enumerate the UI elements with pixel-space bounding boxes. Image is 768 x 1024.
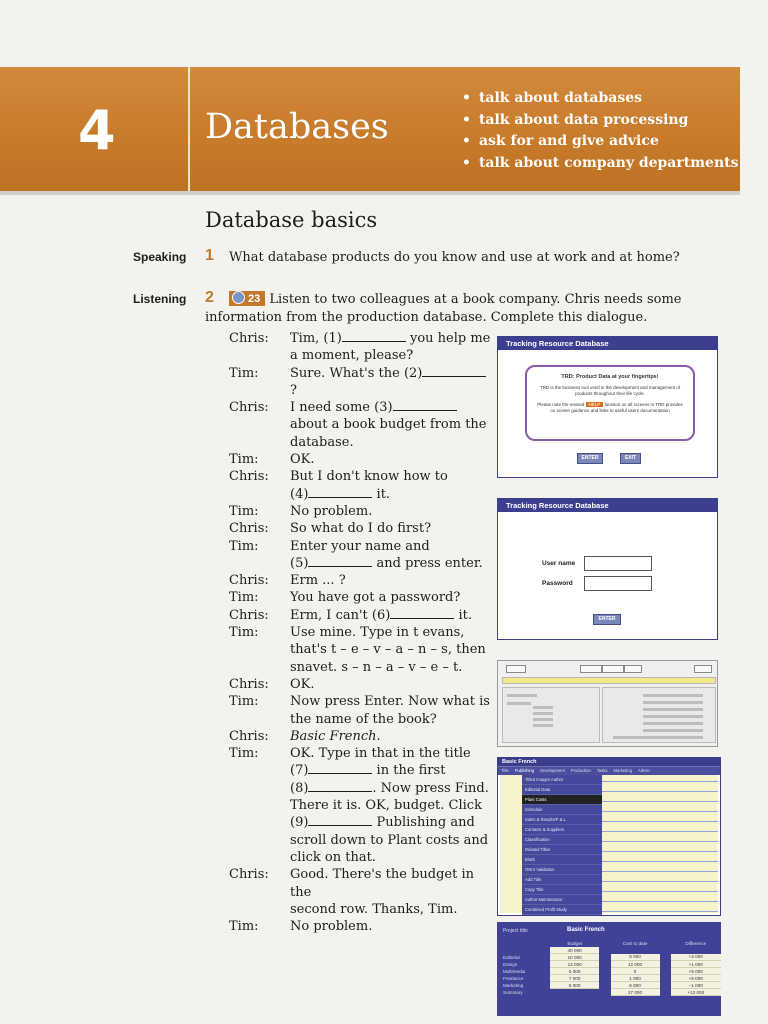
objective-item: • ask for and give advice xyxy=(462,131,738,153)
budget-cell: 13 000 xyxy=(550,961,600,968)
dialogue-line xyxy=(229,745,491,762)
dialogue-line xyxy=(229,918,491,935)
budget-row xyxy=(501,968,721,975)
gap xyxy=(660,939,671,947)
dialogue-line xyxy=(229,451,491,468)
objective-item: • talk about company departments xyxy=(462,153,738,175)
gap xyxy=(660,954,671,961)
dialogue-line xyxy=(229,434,491,451)
menu-item[interactable]: Sales & Results/P & L xyxy=(522,815,602,825)
text-segment: Publishing and xyxy=(372,815,475,831)
header-underline xyxy=(0,191,740,195)
dialogue-line xyxy=(229,676,491,693)
text-segment: No problem. xyxy=(290,919,373,935)
line-text xyxy=(290,330,491,347)
speaker: Tim: xyxy=(229,590,259,606)
toolbar-button[interactable] xyxy=(580,665,602,673)
line-text xyxy=(290,918,491,935)
text-segment: Basic French. xyxy=(290,728,381,744)
menu-tab[interactable]: Tasks xyxy=(596,768,608,773)
text-segment: (7) xyxy=(290,763,309,779)
text-segment: You have got a password? xyxy=(290,590,461,606)
speaker: Tim: xyxy=(229,625,259,641)
speaker: Tim: xyxy=(229,694,259,710)
line-text xyxy=(290,659,491,676)
search-form-screen xyxy=(497,660,718,747)
line-text xyxy=(290,711,491,728)
speaker: Tim: xyxy=(229,919,259,935)
budget-table xyxy=(501,939,721,996)
text-segment: it. xyxy=(454,607,472,623)
dialogue-line xyxy=(229,347,491,364)
objective-item: • talk about data processing xyxy=(462,110,738,132)
card-title: TRD: Product Data at your fingertips! xyxy=(561,374,659,380)
gap xyxy=(599,954,610,961)
line-text xyxy=(290,538,491,555)
text-segment: (9) xyxy=(290,815,309,831)
track-number: 23 xyxy=(248,293,261,305)
cost-cell: 8 000 xyxy=(611,954,660,961)
menu-item[interactable]: Plant Costs xyxy=(522,795,602,805)
text-segment: and press enter. xyxy=(372,555,483,571)
speaker xyxy=(229,797,290,814)
row-label: Design xyxy=(503,961,518,967)
dialogue-line xyxy=(229,520,491,537)
text-segment: So what do I do first? xyxy=(290,521,432,537)
menu-item[interactable]: Related Titles xyxy=(522,845,602,855)
speaker: Chris: xyxy=(229,607,269,623)
text-segment: Sure. What's the (2) xyxy=(290,365,423,381)
project-title-label: Project title xyxy=(503,928,528,934)
text-segment: Erm, I can't (6) xyxy=(290,607,391,623)
line-text xyxy=(290,416,491,433)
card-note xyxy=(535,402,685,414)
listening-number: 2 xyxy=(205,289,214,306)
text-segment: Now press Enter. Now what is xyxy=(290,694,490,710)
project-title: Basic French xyxy=(567,927,605,933)
line-text xyxy=(290,555,491,572)
cost-cell: 6 000 xyxy=(611,982,660,989)
toolbar-button[interactable] xyxy=(602,665,624,673)
text-segment: . Now press Find. xyxy=(372,780,489,796)
menu-item[interactable]: ONIX Validation xyxy=(522,865,602,875)
gap xyxy=(599,968,610,975)
dialogue-line xyxy=(229,416,491,433)
budget-row xyxy=(501,961,721,968)
speaker: Tim: xyxy=(229,538,259,554)
line-text xyxy=(290,901,491,918)
dialogue-line xyxy=(229,468,491,485)
speaker: Chris: xyxy=(229,728,269,744)
menu-tab[interactable]: Title xyxy=(501,768,509,773)
line-text xyxy=(290,486,491,503)
text-segment: scroll down to Plant costs and xyxy=(290,832,489,848)
dialogue-line xyxy=(229,711,491,728)
text-segment: snavet. s – n – a – v – e – t. xyxy=(290,659,463,675)
text-segment: No problem. xyxy=(290,503,373,519)
menu-item[interactable]: Editorial Data xyxy=(522,785,602,795)
dialogue-line xyxy=(229,849,491,866)
budget-row xyxy=(501,975,721,982)
find-button[interactable] xyxy=(506,665,526,673)
help-badge: HELP xyxy=(586,402,604,407)
speaker xyxy=(229,555,290,572)
answer-blank[interactable] xyxy=(308,763,372,774)
menu-item[interactable]: Schedule xyxy=(522,805,602,815)
menu-tabs xyxy=(498,766,720,775)
menu-tab[interactable]: Development xyxy=(540,768,565,773)
line-text xyxy=(290,745,491,762)
difference-cell: +6 000 xyxy=(671,975,721,982)
budget-cell: 5 000 xyxy=(550,982,600,989)
dialogue-line xyxy=(229,901,491,918)
password-field[interactable] xyxy=(584,576,652,591)
column-header: Budget xyxy=(567,940,582,946)
header-divider xyxy=(188,67,190,191)
line-text xyxy=(290,347,491,364)
speaking-number: 1 xyxy=(205,247,214,264)
menu-item[interactable]: Blurb xyxy=(522,855,602,865)
speaker: Tim: xyxy=(229,452,259,468)
text-segment: that's t – e – v – a – n – s, then xyxy=(290,642,486,658)
line-text xyxy=(290,503,491,520)
text-segment: OK. xyxy=(290,452,315,468)
text-segment: the name of the book? xyxy=(290,711,437,727)
budget-row xyxy=(501,982,721,989)
budget-row xyxy=(501,954,721,961)
gap xyxy=(599,939,610,947)
card-text: TRD is the business tool used in the development and management of products throughout their life cycle. xyxy=(539,385,681,396)
dialogue-line xyxy=(229,797,491,814)
text-segment: click on that. xyxy=(290,849,376,865)
line-text xyxy=(290,693,491,710)
instruction-line-1: Listen to two colleagues at a book company. Chris needs some xyxy=(269,292,682,307)
text-segment: I need some (3) xyxy=(290,400,393,416)
difference-cell: −1 000 xyxy=(671,982,721,989)
note-text: Please note the revised xyxy=(537,402,585,407)
speaker xyxy=(229,762,290,779)
text-segment: (5) xyxy=(290,555,309,571)
search-fields xyxy=(602,687,716,743)
gap xyxy=(660,961,671,968)
text-segment: second row. Thanks, Tim. xyxy=(290,901,458,917)
line-text xyxy=(290,676,491,693)
speaker: Chris: xyxy=(229,521,269,537)
line-text xyxy=(290,728,491,745)
difference-cell: +1 000 xyxy=(671,961,721,968)
unit-title: Databases xyxy=(205,107,389,147)
line-text xyxy=(290,866,491,901)
column-header: Difference xyxy=(685,940,707,946)
line-text xyxy=(290,624,491,641)
line-text xyxy=(290,849,491,866)
welcome-card xyxy=(525,365,695,441)
gap xyxy=(599,982,610,989)
dialogue-line xyxy=(229,693,491,710)
menu-item[interactable]: Combined Profit Study xyxy=(522,905,602,915)
speaker xyxy=(229,711,290,728)
audio-track-badge[interactable] xyxy=(229,291,265,306)
row-label: Multimedia xyxy=(503,968,526,974)
answer-blank[interactable] xyxy=(308,815,372,826)
gap xyxy=(660,975,671,982)
speaker xyxy=(229,347,290,364)
line-text xyxy=(290,641,491,658)
speaker: Chris: xyxy=(229,400,269,416)
speaker: Tim: xyxy=(229,503,259,519)
line-text xyxy=(290,451,491,468)
answer-blank[interactable] xyxy=(308,556,372,567)
gap xyxy=(660,982,671,989)
speaking-label: Speaking xyxy=(133,250,187,264)
speaker xyxy=(229,780,290,797)
menu-item[interactable]: Classification xyxy=(522,835,602,845)
line-text xyxy=(290,780,491,797)
menu-item[interactable]: Copy Title xyxy=(522,885,602,895)
text-segment: Enter your name and xyxy=(290,538,430,554)
budget-screen xyxy=(497,922,721,1016)
text-segment: you help me xyxy=(405,331,491,346)
text-segment: But I don't know how to xyxy=(290,469,448,485)
speaker xyxy=(229,659,290,676)
cd-icon xyxy=(232,291,245,304)
text-segment: it. xyxy=(372,486,391,502)
answer-blank[interactable] xyxy=(342,331,406,342)
text-segment: OK. xyxy=(290,676,315,692)
text-segment: Erm ... ? xyxy=(290,573,346,589)
dialogue-line xyxy=(229,365,491,400)
screen-title: Tracking Resource Database xyxy=(498,337,717,350)
text-segment: a moment, please? xyxy=(290,348,414,364)
dialogue-line xyxy=(229,624,491,641)
gap xyxy=(599,961,610,968)
toolbar-button[interactable] xyxy=(694,665,712,673)
line-text xyxy=(290,399,491,416)
screen-title: Tracking Resource Database xyxy=(498,499,717,512)
gap xyxy=(599,989,610,996)
dialogue-line xyxy=(229,728,491,745)
dialogue-line xyxy=(229,832,491,849)
menu-item[interactable]: Titled Images Author xyxy=(522,775,602,785)
text-segment: Use mine. Type in t evans, xyxy=(290,625,465,641)
dialogue-line xyxy=(229,780,491,797)
speaker xyxy=(229,901,290,918)
unit-number: 4 xyxy=(78,99,116,162)
menu-item[interactable]: Author Maintenance xyxy=(522,895,602,905)
line-text xyxy=(290,365,491,400)
search-options xyxy=(502,687,600,743)
speaker xyxy=(229,486,290,503)
column-header: Cost to date xyxy=(622,940,648,946)
answer-blank[interactable] xyxy=(308,487,372,498)
dialogue-line xyxy=(229,555,491,572)
text-segment: There it is. OK, budget. Click xyxy=(290,798,482,814)
menu-tab[interactable]: Admin xyxy=(637,768,650,773)
cost-cell: 12 000 xyxy=(611,961,660,968)
speaking-question: What database products do you know and use at work and at home? xyxy=(229,250,680,265)
left-strip xyxy=(500,775,522,913)
dialogue xyxy=(229,330,491,935)
dialogue-line xyxy=(229,486,491,503)
dialogue-line xyxy=(229,330,491,347)
data-grid xyxy=(602,775,718,913)
budget-total: 40 000 xyxy=(550,947,600,954)
gap xyxy=(599,975,610,982)
text-segment: Good. There's the budget in the xyxy=(290,867,474,900)
answer-blank[interactable] xyxy=(393,400,457,411)
dialogue-line xyxy=(229,762,491,779)
instruction-line-2: information from the production database. Complete this dialogue. xyxy=(205,310,648,325)
speaker: Tim: xyxy=(229,365,259,381)
section-title: Database basics xyxy=(205,208,378,232)
line-text xyxy=(290,434,491,451)
cost-cell: 27 000 xyxy=(611,989,660,996)
dialogue-line xyxy=(229,814,491,831)
listening-instruction xyxy=(229,291,682,308)
difference-cell: +5 000 xyxy=(671,968,721,975)
dialogue-line xyxy=(229,399,491,416)
menu-item[interactable]: Contacts & Suppliers xyxy=(522,825,602,835)
dialogue-line xyxy=(229,538,491,555)
row-label: Freelance xyxy=(503,975,524,981)
gap xyxy=(660,968,671,975)
text-segment: Tim, (1) xyxy=(290,331,342,346)
cost-cell: 0 xyxy=(611,968,660,975)
objective-item: • talk about databases xyxy=(462,88,738,110)
menu-item[interactable]: Add Title xyxy=(522,875,602,885)
dialogue-line xyxy=(229,607,491,624)
line-text xyxy=(290,607,491,624)
text-segment: in the first xyxy=(372,763,446,779)
book-title: Basic French xyxy=(498,758,720,766)
text-segment: (4) xyxy=(290,486,309,502)
line-text xyxy=(290,589,491,606)
trd-login-screen xyxy=(497,498,718,640)
menu-tab[interactable]: Marketing xyxy=(613,768,632,773)
dialogue-line xyxy=(229,641,491,658)
speaker xyxy=(229,832,290,849)
speaker: Tim: xyxy=(229,746,259,762)
user-name-field[interactable] xyxy=(584,556,652,571)
dialogue-line xyxy=(229,572,491,589)
text-segment: database. xyxy=(290,434,354,450)
line-text xyxy=(290,797,491,814)
dialogue-line xyxy=(229,589,491,606)
difference-cell: +2 000 xyxy=(671,954,721,961)
budget-cell: 5 000 xyxy=(550,968,600,975)
exit-button[interactable]: EXIT xyxy=(620,453,641,464)
line-text xyxy=(290,520,491,537)
unit-objectives xyxy=(462,88,738,174)
dialogue-line xyxy=(229,866,491,901)
line-text xyxy=(290,832,491,849)
publishing-menu-screen xyxy=(497,757,721,916)
gap xyxy=(660,989,671,996)
speaker xyxy=(229,641,290,658)
publishing-dropdown xyxy=(522,775,602,915)
text-segment: ? xyxy=(290,382,297,398)
enter-button[interactable]: ENTER xyxy=(577,453,603,464)
speaker: Chris: xyxy=(229,867,269,883)
note-text: function on all screens in TRD provides on screen guidance and links to useful users documentation xyxy=(550,402,683,413)
difference-cell: +13 000 xyxy=(671,989,721,996)
summary-row xyxy=(501,989,721,996)
budget-cell: 10 000 xyxy=(550,954,600,961)
line-text xyxy=(290,814,491,831)
speaker: Chris: xyxy=(229,676,269,692)
speaker xyxy=(229,416,290,433)
speaker: Chris: xyxy=(229,573,269,589)
speaker: Chris: xyxy=(229,331,269,346)
listening-label: Listening xyxy=(133,292,187,306)
cost-cell: 1 000 xyxy=(611,975,660,982)
answer-blank[interactable] xyxy=(308,781,372,792)
speaker xyxy=(229,849,290,866)
speaker xyxy=(229,814,290,831)
row-label: Editorial xyxy=(503,954,520,960)
password-label: Password xyxy=(542,580,573,587)
row-label: Summary xyxy=(503,989,523,995)
empty xyxy=(550,989,600,996)
dialogue-line xyxy=(229,659,491,676)
text-segment: (8) xyxy=(290,780,309,796)
line-text xyxy=(290,762,491,779)
dialogue-line xyxy=(229,503,491,520)
line-text xyxy=(290,468,491,485)
budget-cell: 7 000 xyxy=(550,975,600,982)
row-label: Marketing xyxy=(503,982,524,988)
line-text xyxy=(290,572,491,589)
speaker xyxy=(229,434,290,451)
menu-tab[interactable]: Publishing xyxy=(514,768,535,773)
speaker: Chris: xyxy=(229,469,269,485)
answer-blank[interactable] xyxy=(422,366,486,377)
text-segment: about a book budget from the xyxy=(290,417,487,433)
trd-welcome-screen xyxy=(497,336,718,478)
enter-button[interactable]: ENTER xyxy=(593,614,621,625)
header-empty xyxy=(501,939,550,947)
toolbar-button[interactable] xyxy=(624,665,642,673)
text-segment: OK. Type in that in the title xyxy=(290,746,471,762)
user-name-label: User name xyxy=(542,560,576,567)
answer-blank[interactable] xyxy=(390,608,454,619)
menu-tab[interactable]: Production xyxy=(570,768,591,773)
search-header xyxy=(502,677,716,684)
